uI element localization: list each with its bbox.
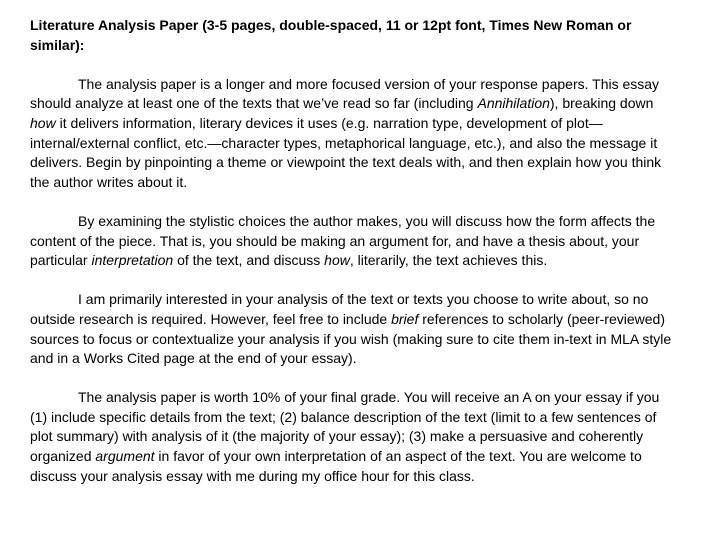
document-title: Literature Analysis Paper (3-5 pages, double-spaced, 11 or 12pt font, Times New Roman or similar): (30, 17, 632, 53)
paragraph-text: ), breaking down (549, 95, 654, 112)
paragraph-text: in favor of your own interpretation of an aspect of the text. You are welcome to discuss your analysis essay with me during my office hour for this class. (30, 448, 642, 484)
body-paragraph (30, 75, 680, 193)
body-paragraph (30, 212, 680, 271)
emphasized-text: Annihilation (477, 95, 550, 112)
paragraph-list (30, 75, 680, 486)
emphasized-text: how (324, 252, 350, 269)
paragraph-text: By examining the stylistic choices the author makes, you will discuss how the form affects the content of the piece. That is, you should be making an argument for, and have a thesis about, your particular (30, 212, 656, 269)
paragraph-text: references to scholarly (peer-reviewed) sources to focus or contextualize your analysis if you wish (making sure to cite them in-text in MLA style and in a Works Cited page at the end of your essay). (30, 310, 672, 367)
paragraph-text: , literarily, the text achieves this. (349, 252, 548, 269)
paragraph-text: The analysis paper is worth 10% of your final grade. You will receive an A on your essay if you (1) include specific details from the text; (2) balance description of the text (limit to a few sentences of plot summary) with analysis of it (the majority of your essay); (3) make a persuasive and coherently organized (30, 389, 660, 465)
document-body (30, 16, 680, 486)
paragraph-text: I am primarily interested in your analysis of the text or texts you choose to write about, so no outside research is required. However, feel free to include (30, 291, 649, 327)
paragraph-text: The analysis paper is a longer and more focused version of your response papers. This essay should analyze at least one of the texts that we’ve read so far (including (30, 75, 660, 112)
emphasized-text: brief (391, 310, 419, 327)
emphasized-text: how (30, 114, 56, 131)
body-paragraph (30, 388, 680, 486)
body-paragraph (30, 290, 680, 368)
emphasized-text: argument (95, 448, 155, 465)
paragraph-text: it delivers information, literary devices it uses (e.g. narration type, development of plot—internal/external conflict, etc.—character types, metaphorical language, etc.), and also the message it delivers. Begin by pinpointing a theme or viewpoint the text deals with, and then explain how you think the author writes about it. (30, 114, 662, 190)
paragraph-text: of the text, and discuss (173, 252, 325, 269)
emphasized-text: interpretation (91, 252, 174, 269)
